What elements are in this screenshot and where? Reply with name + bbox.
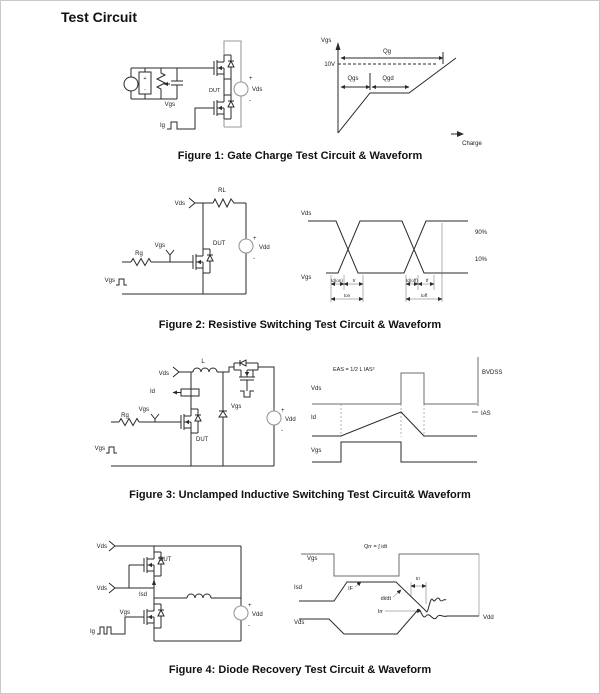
fig2-rg-label: Rg [135, 251, 143, 257]
fig3-rg-label: Rg [121, 413, 129, 419]
fig2-plus-label: + [253, 236, 257, 242]
fig4-wave-isd-label: Isd [294, 585, 303, 591]
fig2-vgs-source-label: Vgs [104, 278, 115, 284]
vds-mid-probe-icon [109, 583, 154, 593]
fig4-if-label: IF [348, 586, 353, 592]
figure1-waveform-plot [299, 24, 495, 158]
isd-trace [299, 582, 446, 612]
fig1-box-plus-label: + [143, 76, 147, 82]
vgs-pulse-icon [116, 279, 127, 285]
vds-meter-symbol [234, 82, 248, 96]
figure4-circuit-schematic [59, 524, 289, 659]
fig2-wave-vgs-label: Vgs [301, 275, 312, 281]
fig4-wave-vds-label: Vds [294, 620, 305, 626]
fig4-didt-label: di/dt [380, 596, 391, 602]
inductor-symbol [154, 594, 241, 598]
potentiometer-symbol [157, 68, 165, 99]
figure4-caption: Figure 4: Diode Recovery Test Circuit & Waveform [168, 664, 432, 676]
vgs-pulse-icon [106, 447, 117, 453]
fig3-vgs-clamp-label: Vgs [231, 404, 242, 410]
fig1-charge-label: Charge [462, 141, 482, 147]
fig4-dut-label: DUT [159, 557, 172, 563]
fig2-vdd-label: Vdd [259, 245, 270, 251]
lower-mosfet-symbol [137, 604, 164, 628]
fig1-wave-10v-label: 10V [324, 62, 335, 68]
figure1-caption: Figure 1: Gate Charge Test Circuit & Waveform [177, 150, 423, 162]
figure2-circuit-schematic [89, 174, 294, 314]
page-title: Test Circuit [61, 9, 137, 25]
fig4-plus-label: + [248, 603, 252, 609]
figure3-caption: Figure 3: Unclamped Inductive Switching Test Circuit& Waveform [129, 489, 471, 501]
vdd-source-symbol [239, 239, 253, 253]
vdd-source-symbol [267, 411, 281, 425]
fig2-vds-probe-label: Vds [174, 201, 185, 207]
current-sense-symbol [181, 389, 199, 396]
fig2-vgs-probe-label: Vgs [154, 243, 165, 249]
fig3-plus-label: + [281, 408, 285, 414]
vgs-trace [312, 442, 477, 462]
vgs-probe-icon [166, 250, 174, 262]
diode-symbol [219, 372, 227, 466]
fig3-vdd-label: Vdd [285, 417, 296, 423]
fig3-wave-vds-label: Vds [311, 386, 322, 392]
figure3-circuit-schematic [89, 347, 324, 487]
vgs-trace [301, 554, 479, 576]
fig3-id-label: Id [149, 389, 155, 395]
figure2-caption: Figure 2: Resistive Switching Test Circuit & Waveform [158, 319, 442, 331]
fig4-vdd-level-label: Vdd [483, 615, 494, 621]
dut-mosfet-symbol [174, 409, 201, 433]
fig3-vgs-source-label: Vgs [94, 446, 105, 452]
fig2-ton-label: ton [343, 293, 351, 298]
fig4-vds-mid-label: Vds [96, 586, 107, 592]
charge-axis-arrow-icon [457, 131, 464, 137]
ig-double-pulse-icon [97, 617, 137, 634]
vds-trace [299, 609, 479, 634]
fig1-qgd-label: Qgd [382, 76, 394, 82]
fig3-vgs-probe-label: Vgs [138, 407, 149, 413]
fig3-vds-probe-label: Vds [158, 371, 169, 377]
fig2-minus-label: - [253, 256, 255, 262]
gate-charge-curve [338, 58, 456, 133]
fig4-minus-label: - [248, 623, 250, 629]
fig3-ias-label: IAS [481, 411, 491, 417]
fig2-tr-label: tr [352, 278, 356, 283]
fig1-vgs-label: Vgs [164, 102, 175, 108]
rl-resistor-symbol [203, 199, 246, 207]
fig2-tf-label: tf [425, 278, 429, 283]
vds-probe-icon [189, 198, 203, 208]
rg-resistor-symbol [111, 419, 174, 426]
fig2-10pct-label: 10% [475, 257, 488, 263]
fig4-vdd-label: Vdd [252, 612, 263, 618]
vds-probe-icon [173, 367, 191, 377]
figure4-waveform-plot [289, 524, 514, 654]
vds-trace [308, 221, 468, 273]
fig2-rl-label: RL [218, 188, 226, 194]
dut-mosfet-symbol [186, 249, 213, 273]
fig2-dut-label: DUT [213, 241, 226, 247]
fig2-toff-label: toff [420, 293, 428, 298]
fig3-wave-vgs-label: Vgs [311, 448, 322, 454]
fig3-wave-id-label: Id [311, 415, 317, 421]
id-trace [312, 412, 477, 436]
fig4-vds-top-label: Vds [96, 544, 107, 550]
ig-pulse-icon [167, 108, 207, 129]
fig1-vds-label: Vds [252, 87, 263, 93]
vdd-source-symbol [234, 606, 248, 620]
capacitor-symbol [171, 68, 183, 99]
rg-resistor-symbol [122, 259, 186, 266]
fig1-vds-minus-label: - [249, 98, 251, 104]
fig4-formula-label: Qrr = ∫ idt [364, 544, 388, 550]
fig1-source-symbol [124, 77, 138, 91]
fig4-trr-label: trr [415, 576, 421, 581]
inductor-symbol [191, 367, 234, 372]
fig4-ig-label: Ig [89, 629, 95, 635]
fig4-irr-label: Irr [377, 609, 383, 615]
fig2-tdoff-label: td(off) [406, 278, 418, 283]
figure3-waveform-plot [299, 349, 509, 479]
fig2-90pct-label: 90% [475, 230, 488, 236]
vgs-probe-icon [151, 414, 159, 422]
figure2-waveform-plot [289, 199, 499, 314]
dut-mosfet-symbol [137, 552, 164, 576]
fig2-tdon-label: td(on) [331, 278, 343, 283]
fig1-qgs-label: Qgs [347, 76, 359, 82]
fig1-dut-label: DUT [209, 88, 221, 94]
dut-mosfet-symbol [207, 95, 234, 119]
upper-mosfet-symbol [207, 55, 234, 79]
fig3-l-label: L [201, 359, 205, 365]
fig3-bvdss-label: BVDSS [482, 370, 503, 376]
fig2-wave-vds-label: Vds [301, 211, 312, 217]
fig1-vds-plus-label: + [249, 76, 253, 82]
fig1-box-minus-label: - [144, 87, 146, 93]
fig3-dut-label: DUT [196, 437, 209, 443]
clamp-gate-pulse-icon [240, 387, 254, 397]
fig3-minus-label: - [281, 428, 283, 434]
fig4-isd-label: Isd [138, 592, 147, 598]
fig3-formula-label: EAS = 1/2 L IAS² [333, 367, 375, 373]
fig4-vgs-label: Vgs [119, 610, 130, 616]
fig4-wave-vgs-label: Vgs [307, 556, 318, 562]
fig1-qg-label: Qg [382, 49, 392, 55]
clamp-mosfet-symbol [234, 360, 258, 387]
fig1-wave-vgs-label: Vgs [321, 38, 332, 44]
isd-current-arrow-icon [152, 579, 156, 585]
fig1-ig-label: Ig [159, 123, 165, 129]
vds-trace [312, 373, 477, 404]
vds-top-probe-icon [109, 541, 241, 551]
figure1-circuit-schematic [109, 27, 299, 147]
